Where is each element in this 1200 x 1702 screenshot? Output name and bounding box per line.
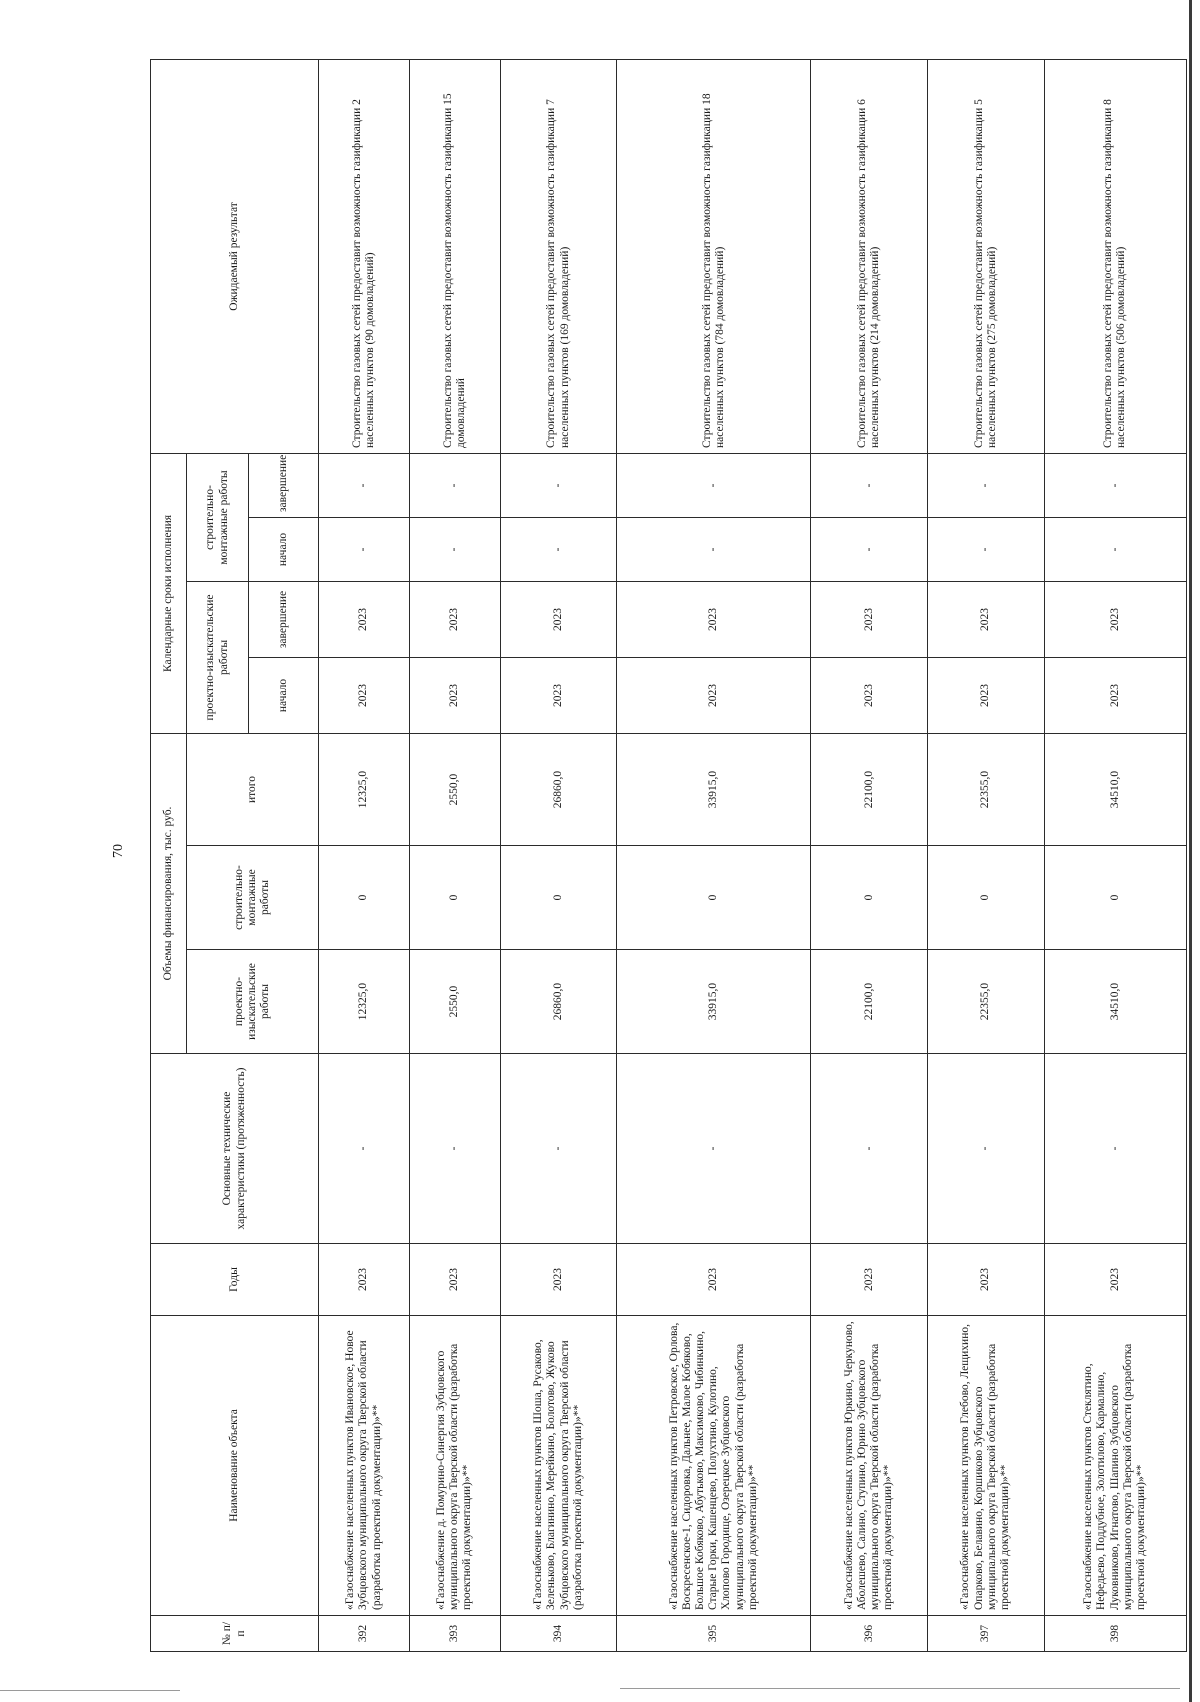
cell-years: 2023 (617, 1244, 811, 1316)
header-sched-build: строительно-монтажные работы (187, 453, 249, 581)
cell-build-start: - (409, 517, 500, 581)
cell-funding-build: 0 (500, 846, 617, 950)
cell-num: 394 (500, 1616, 617, 1652)
cell-build-end: - (409, 453, 500, 517)
cell-design-end: 2023 (500, 581, 617, 657)
cell-funding-design: 22100,0 (811, 950, 928, 1054)
cell-result: Строительство газовых сетей предоставит возможность газификации 7 населенных пунктов (169 домовладений) (500, 59, 617, 453)
cell-build-start: - (319, 517, 410, 581)
cell-num: 396 (811, 1616, 928, 1652)
cell-num: 393 (409, 1616, 500, 1652)
cell-funding-total: 22100,0 (811, 733, 928, 845)
cell-years: 2023 (1044, 1244, 1186, 1316)
header-name: Наименование объекта (151, 1316, 319, 1616)
cell-num: 392 (319, 1616, 410, 1652)
cell-name: «Газоснабжение населенных пунктов Шоша, Русаково, Зеленьково, Благинино, Мерейкино, Болотово, Жуково Зубцовского муниципального округа Тверской области (разработка проектной документации)»** (500, 1316, 617, 1616)
table-row (319, 59, 410, 1651)
table-body (319, 59, 1187, 1651)
cell-build-end: - (500, 453, 617, 517)
cell-tech: - (927, 1054, 1044, 1244)
cell-funding-build: 0 (409, 846, 500, 950)
cell-funding-total: 34510,0 (1044, 733, 1186, 845)
header-years: Годы (151, 1244, 319, 1316)
header-funding: Объемы финансирования, тыс. руб. (151, 733, 187, 1053)
table-row (409, 59, 500, 1651)
cell-tech: - (409, 1054, 500, 1244)
cell-funding-total: 26860,0 (500, 733, 617, 845)
cell-years: 2023 (927, 1244, 1044, 1316)
cell-design-end: 2023 (1044, 581, 1186, 657)
header-result: Ожидаемый результат (151, 59, 319, 453)
cell-tech: - (811, 1054, 928, 1244)
cell-years: 2023 (319, 1244, 410, 1316)
page-number: 70 (111, 844, 126, 858)
cell-build-end: - (1044, 453, 1186, 517)
cell-funding-build: 0 (811, 846, 928, 950)
cell-build-end: - (811, 453, 928, 517)
cell-name: «Газоснабжение населенных пунктов Стеклятино, Нефедьево, Поддубное, Золотилово, Кармалино, Луковниково, Игнатово, Шапино Зубцовского муниципального округа Тверской области (разработка проектной документации)»** (1044, 1316, 1186, 1616)
cell-num: 397 (927, 1616, 1044, 1652)
cell-design-start: 2023 (617, 657, 811, 733)
gasification-table (150, 59, 1187, 1652)
cell-build-end: - (319, 453, 410, 517)
cell-funding-total: 33915,0 (617, 733, 811, 845)
cell-funding-design: 2550,0 (409, 950, 500, 1054)
cell-years: 2023 (500, 1244, 617, 1316)
cell-funding-design: 34510,0 (1044, 950, 1186, 1054)
cell-num: 398 (1044, 1616, 1186, 1652)
scan-artifact-line (620, 1688, 1180, 1689)
cell-result: Строительство газовых сетей предоставит возможность газификации 2 населенных пунктов (90 домовладений) (319, 59, 410, 453)
table-row (617, 59, 811, 1651)
cell-funding-total: 12325,0 (319, 733, 410, 845)
cell-name: «Газоснабжение населенных пунктов Ивановское, Новое Зубцовского муниципального округа Тверской области (разработка проектной документации)»** (319, 1316, 410, 1616)
cell-funding-build: 0 (927, 846, 1044, 950)
cell-funding-design: 33915,0 (617, 950, 811, 1054)
header-schedule: Календарные сроки исполнения (151, 453, 187, 733)
cell-design-start: 2023 (500, 657, 617, 733)
header-design-start: начало (249, 657, 319, 733)
cell-result: Строительство газовых сетей предоставит возможность газификации 15 домовладений (409, 59, 500, 453)
header-design-end: завершение (249, 581, 319, 657)
cell-years: 2023 (409, 1244, 500, 1316)
cell-build-end: - (927, 453, 1044, 517)
cell-build-start: - (1044, 517, 1186, 581)
header-funding-build: строительно-монтажные работы (187, 846, 319, 950)
rotated-table-container (150, 60, 1187, 1652)
cell-design-end: 2023 (617, 581, 811, 657)
cell-design-start: 2023 (409, 657, 500, 733)
scan-page-edge (1189, 0, 1192, 1702)
cell-name: «Газоснабжение населенных пунктов Петровское, Орлова, Воскресенское-1, Сидоровка, Дальнее, Малое Кобяково, Большое Кобяково, Абутьково, Максимково, Чибинкино, Старые Горки, Кашенцево, Полухтино, Кулотино, Хлопово Городище, Озерецкое Зубцовского муниципального округа Тверской области (разработка проектной документации)»** (617, 1316, 811, 1616)
cell-funding-design: 22355,0 (927, 950, 1044, 1054)
cell-funding-build: 0 (617, 846, 811, 950)
header-sched-design: проектно-изыскательские работы (187, 581, 249, 733)
cell-result: Строительство газовых сетей предоставит возможность газификации 18 населенных пунктов (784 домовладений) (617, 59, 811, 453)
cell-build-start: - (811, 517, 928, 581)
cell-name: «Газоснабжение населенных пунктов Юркино, Черкуново, Аболешево, Салино, Ступино, Юрино Зубцовского муниципального округа Тверской области (разработка проектной документации)»** (811, 1316, 928, 1616)
cell-tech: - (500, 1054, 617, 1244)
cell-tech: - (617, 1054, 811, 1244)
cell-build-start: - (927, 517, 1044, 581)
header-funding-design: проектно-изыскательские работы (187, 950, 319, 1054)
cell-tech: - (319, 1054, 410, 1244)
cell-design-start: 2023 (927, 657, 1044, 733)
table-row (811, 59, 928, 1651)
cell-result: Строительство газовых сетей предоставит возможность газификации 6 населенных пунктов (214 домовладений) (811, 59, 928, 453)
cell-tech: - (1044, 1054, 1186, 1244)
cell-num: 395 (617, 1616, 811, 1652)
cell-design-start: 2023 (811, 657, 928, 733)
cell-funding-build: 0 (319, 846, 410, 950)
cell-build-end: - (617, 453, 811, 517)
cell-build-start: - (500, 517, 617, 581)
cell-funding-design: 12325,0 (319, 950, 410, 1054)
cell-result: Строительство газовых сетей предоставит возможность газификации 5 населенных пунктов (275 домовладений) (927, 59, 1044, 453)
cell-name: «Газоснабжение д. Помурино-Синергия Зубцовского муниципального округа Тверской области (разработка проектной документации)»** (409, 1316, 500, 1616)
table-row (500, 59, 617, 1651)
cell-funding-design: 26860,0 (500, 950, 617, 1054)
table-row (927, 59, 1044, 1651)
header-tech: Основные технические характеристики (протяженность) (151, 1054, 319, 1244)
cell-funding-total: 2550,0 (409, 733, 500, 845)
cell-design-end: 2023 (409, 581, 500, 657)
header-build-end: завершение (249, 453, 319, 517)
cell-design-end: 2023 (927, 581, 1044, 657)
table-header (151, 59, 319, 1651)
header-build-start: начало (249, 517, 319, 581)
cell-design-end: 2023 (319, 581, 410, 657)
cell-design-end: 2023 (811, 581, 928, 657)
cell-result: Строительство газовых сетей предоставит возможность газификации 8 населенных пунктов (506 домовладений) (1044, 59, 1186, 453)
cell-design-start: 2023 (1044, 657, 1186, 733)
cell-design-start: 2023 (319, 657, 410, 733)
cell-years: 2023 (811, 1244, 928, 1316)
table-row (1044, 59, 1186, 1651)
cell-funding-build: 0 (1044, 846, 1186, 950)
scan-artifact-line (0, 1690, 180, 1691)
header-num: № п/п (151, 1616, 319, 1652)
cell-funding-total: 22355,0 (927, 733, 1044, 845)
header-funding-total: итого (187, 733, 319, 845)
cell-build-start: - (617, 517, 811, 581)
cell-name: «Газоснабжение населенных пунктов Глебово, Лещихино, Опарково, Белавино, Коршиково Зубцовского муниципального округа Тверской области (разработка проектной документации)»** (927, 1316, 1044, 1616)
